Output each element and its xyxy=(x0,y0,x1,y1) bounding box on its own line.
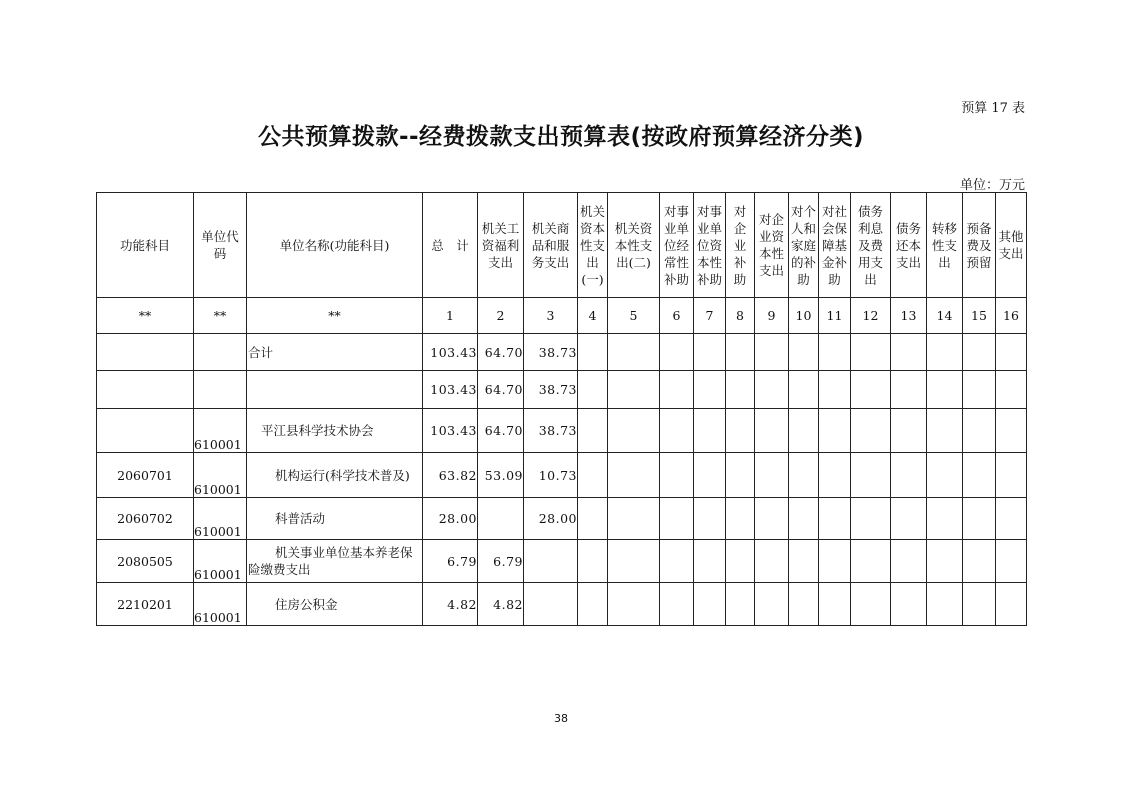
unit-name-cell: 科普活动 xyxy=(247,498,423,540)
wage-cell: 6.79 xyxy=(478,540,524,583)
col-header: 债务利息及费用支出 xyxy=(851,193,891,298)
total-cell: 63.82 xyxy=(423,453,478,498)
seq-cell: 11 xyxy=(819,298,851,334)
goods-cell: 10.73 xyxy=(524,453,578,498)
col-header: 对个人和家庭的补助 xyxy=(789,193,819,298)
goods-cell: 28.00 xyxy=(524,498,578,540)
col-header: 对事业单位经常性补助 xyxy=(660,193,694,298)
table-row xyxy=(97,409,1027,453)
col-header: 功能科目 xyxy=(97,193,194,298)
wage-cell: 64.70 xyxy=(478,334,524,371)
unit-code-cell: 610001 xyxy=(194,409,247,453)
unit-code-cell xyxy=(194,334,247,371)
func-code-cell xyxy=(97,334,194,371)
seq-cell: 12 xyxy=(851,298,891,334)
goods-cell: 38.73 xyxy=(524,371,578,409)
wage-cell: 64.70 xyxy=(478,371,524,409)
header-row xyxy=(97,193,1027,298)
col-header: 机关工资福利支出 xyxy=(478,193,524,298)
col-header: 对社会保障基金补助 xyxy=(819,193,851,298)
unit-name-cell: 平江县科学技术协会 xyxy=(247,409,423,453)
unit-code-cell: 610001 xyxy=(194,453,247,498)
total-cell: 103.43 xyxy=(423,409,478,453)
unit-name-cell: 机关事业单位基本养老保险缴费支出 xyxy=(247,540,423,583)
table-row xyxy=(97,371,1027,409)
func-code-cell: 2060701 xyxy=(97,453,194,498)
goods-cell xyxy=(524,583,578,626)
seq-cell: ** xyxy=(247,298,423,334)
seq-cell: 7 xyxy=(694,298,726,334)
seq-cell: 9 xyxy=(755,298,789,334)
seq-cell: 15 xyxy=(963,298,996,334)
col-header: 机关商品和服务支出 xyxy=(524,193,578,298)
seq-cell: ** xyxy=(97,298,194,334)
func-code-cell: 2210201 xyxy=(97,583,194,626)
goods-cell xyxy=(524,540,578,583)
total-cell: 28.00 xyxy=(423,498,478,540)
seq-cell: 13 xyxy=(891,298,927,334)
col-header: 机关资本性支出(一) xyxy=(578,193,608,298)
seq-cell: 3 xyxy=(524,298,578,334)
unit-name-cell: 机构运行(科学技术普及) xyxy=(247,453,423,498)
seq-cell: 4 xyxy=(578,298,608,334)
col-header: 对企业资本性支出 xyxy=(755,193,789,298)
total-cell: 6.79 xyxy=(423,540,478,583)
seq-cell: 14 xyxy=(927,298,963,334)
sequence-row xyxy=(97,298,1027,334)
seq-cell: 8 xyxy=(726,298,755,334)
col-header: 债务还本支出 xyxy=(891,193,927,298)
table-row xyxy=(97,334,1027,371)
seq-cell: 5 xyxy=(608,298,660,334)
seq-cell: 2 xyxy=(478,298,524,334)
col-header: 预备费及预留 xyxy=(963,193,996,298)
func-code-cell xyxy=(97,371,194,409)
page-number: 38 xyxy=(554,712,568,725)
col-header: 对企业补助 xyxy=(726,193,755,298)
unit-code-cell xyxy=(194,371,247,409)
unit-name-cell xyxy=(247,371,423,409)
budget-table xyxy=(96,192,1027,626)
table-row xyxy=(97,453,1027,498)
table-row xyxy=(97,540,1027,583)
wage-cell: 4.82 xyxy=(478,583,524,626)
wage-cell xyxy=(478,498,524,540)
col-header: 单位名称(功能科目) xyxy=(247,193,423,298)
seq-cell: ** xyxy=(194,298,247,334)
page-title: 公共预算拨款--经费拨款支出预算表(按政府预算经济分类) xyxy=(257,124,865,150)
col-header: 对事业单位资本性补助 xyxy=(694,193,726,298)
col-header: 转移性支出 xyxy=(927,193,963,298)
table-row xyxy=(97,583,1027,626)
seq-cell: 10 xyxy=(789,298,819,334)
table-number: 预算 17 表 xyxy=(961,101,1025,116)
unit-code-cell: 610001 xyxy=(194,583,247,626)
seq-cell: 1 xyxy=(423,298,478,334)
wage-cell: 64.70 xyxy=(478,409,524,453)
goods-cell: 38.73 xyxy=(524,409,578,453)
seq-cell: 16 xyxy=(996,298,1027,334)
table-row xyxy=(97,498,1027,540)
col-header: 单位代码 xyxy=(194,193,247,298)
unit-name-cell: 合计 xyxy=(247,334,423,371)
col-header: 机关资本性支出(二) xyxy=(608,193,660,298)
func-code-cell: 2060702 xyxy=(97,498,194,540)
unit-label: 单位：万元 xyxy=(959,178,1025,193)
total-cell: 103.43 xyxy=(423,371,478,409)
func-code-cell: 2080505 xyxy=(97,540,194,583)
seq-cell: 6 xyxy=(660,298,694,334)
func-code-cell xyxy=(97,409,194,453)
goods-cell: 38.73 xyxy=(524,334,578,371)
total-cell: 103.43 xyxy=(423,334,478,371)
wage-cell: 53.09 xyxy=(478,453,524,498)
unit-code-cell: 610001 xyxy=(194,498,247,540)
unit-name-cell: 住房公积金 xyxy=(247,583,423,626)
unit-code-cell: 610001 xyxy=(194,540,247,583)
total-cell: 4.82 xyxy=(423,583,478,626)
col-header: 总 计 xyxy=(423,193,478,298)
col-header: 其他支出 xyxy=(996,193,1027,298)
